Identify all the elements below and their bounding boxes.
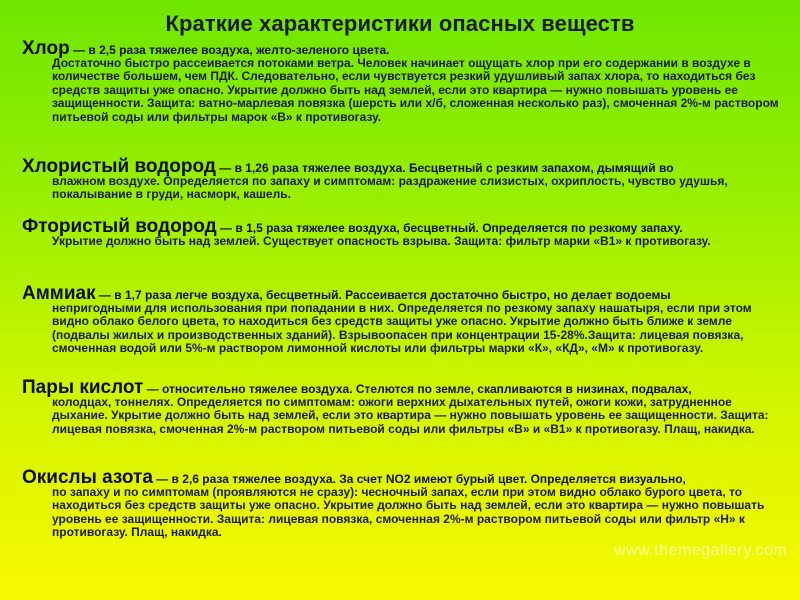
substance-description: колодцах, тоннелях. Определяется по симптомам: ожоги верхних дыхательных путей, ожоги кожи, затрудненное дыхание. Укрытие должно быть над землей, если это квартира — нужно повышать уровень ее защищенности. Защита: лицевая повязка, смоченная 2%-м раствором питьевой соды или фильтры «В» и «В1» к противогазу. Плащ, накидка. [52, 395, 769, 436]
section-heading [22, 377, 782, 398]
substance-description: непригодными для использования при попадании в них. Определяется по резкому запаху нашатыря, если при этом видно облако белого цвета, то находиться без средств защиты уже опасно. Укрытие должно быть ближе к земле (подвалы жилых и производственных зданий). Взрывоопасен при концентрации 15-28%.Защита: лицевая повязка, смоченная водой или 5%-м раствором лимонной кислоты или фильтры марки «К», «КД», «М» к противогазу. [52, 301, 752, 356]
watermark: www.themegallery.com [614, 542, 788, 559]
substance-name: Окислы азота [22, 467, 153, 488]
substance-lead: — в 1,26 раза тяжелее воздуха. Бесцветный с резким запахом, дымящий во [215, 161, 674, 175]
substance-lead: — в 2,5 раза тяжелее воздуха, желто-зеленого цвета. [69, 43, 390, 57]
section-hydrogen-chloride [22, 156, 782, 202]
substance-name: Фтористый водород [22, 216, 217, 237]
substance-lead: — в 1,7 раза легче воздуха, бесцветный. Рассеивается достаточно быстро, но делает водоемы [95, 288, 671, 302]
section-heading [22, 156, 782, 177]
section-heading [22, 283, 782, 304]
substance-lead: — относительно тяжелее воздуха. Стелются по земле, скапливаются в низинах, подвалах, [143, 382, 692, 396]
section-hydrogen-fluoride [22, 216, 782, 248]
section-ammonia [22, 283, 782, 356]
substance-name: Хлор [22, 38, 70, 59]
substance-name: Хлористый водород [22, 156, 216, 177]
substance-lead: — в 1,5 раза тяжелее воздуха, бесцветный. Определяется по резкому запаху. [216, 221, 683, 235]
substance-lead: — в 2,6 раза тяжелее воздуха. За счет NO2 имеют бурый цвет. Определяется визуально, [152, 472, 686, 486]
substance-name: Пары кислот [22, 377, 144, 398]
section-heading [22, 467, 782, 488]
section-chlorine [22, 38, 782, 124]
substance-description: Укрытие должно быть над землей. Существует опасность взрыва. Защита: фильтр марки «В1» к противогазу. [52, 234, 711, 248]
section-heading [22, 38, 782, 59]
page-title: Краткие характеристики опасных веществ [165, 11, 635, 36]
substance-name: Аммиак [22, 283, 96, 304]
substance-description: влажном воздухе. Определяется по запаху и симптомам: раздражение слизистых, охриплость, чувство удушья, покалывание в груди, насморк, кашель. [52, 174, 728, 202]
substance-description: Достаточно быстро рассеивается потоками ветра. Человек начинает ощущать хлор при его содержании в воздухе в количестве большем, чем ПДК. Следовательно, если чувствуется резкий удушливый запах хлора, то находиться без средств защиты уже опасно. Укрытие должно быть над землей, если это квартира — нужно повышать уровень ее защищенности. Защита: ватно-марлевая повязка (шерсть или х/б, сложенная несколько раз), смоченная 2%-м раствором питьевой соды или фильтры марок «В» к противогазу. [52, 56, 779, 124]
section-acid-vapors [22, 377, 782, 436]
section-nitrogen-oxides [22, 467, 782, 540]
section-heading [22, 216, 782, 237]
substance-description: по запаху и по симптомам (проявляются не сразу): чесночный запах, если при этом видно облако бурого цвета, то находиться без средств защиты уже опасно. Укрытие должно быть над землей, если это квартира — нужно повышать уровень ее защищенности. Защита: лицевая повязка, смоченная 2%-м раствором питьевой соды или фильтр «Н» к противогазу. Плащ, накидка. [52, 485, 765, 540]
